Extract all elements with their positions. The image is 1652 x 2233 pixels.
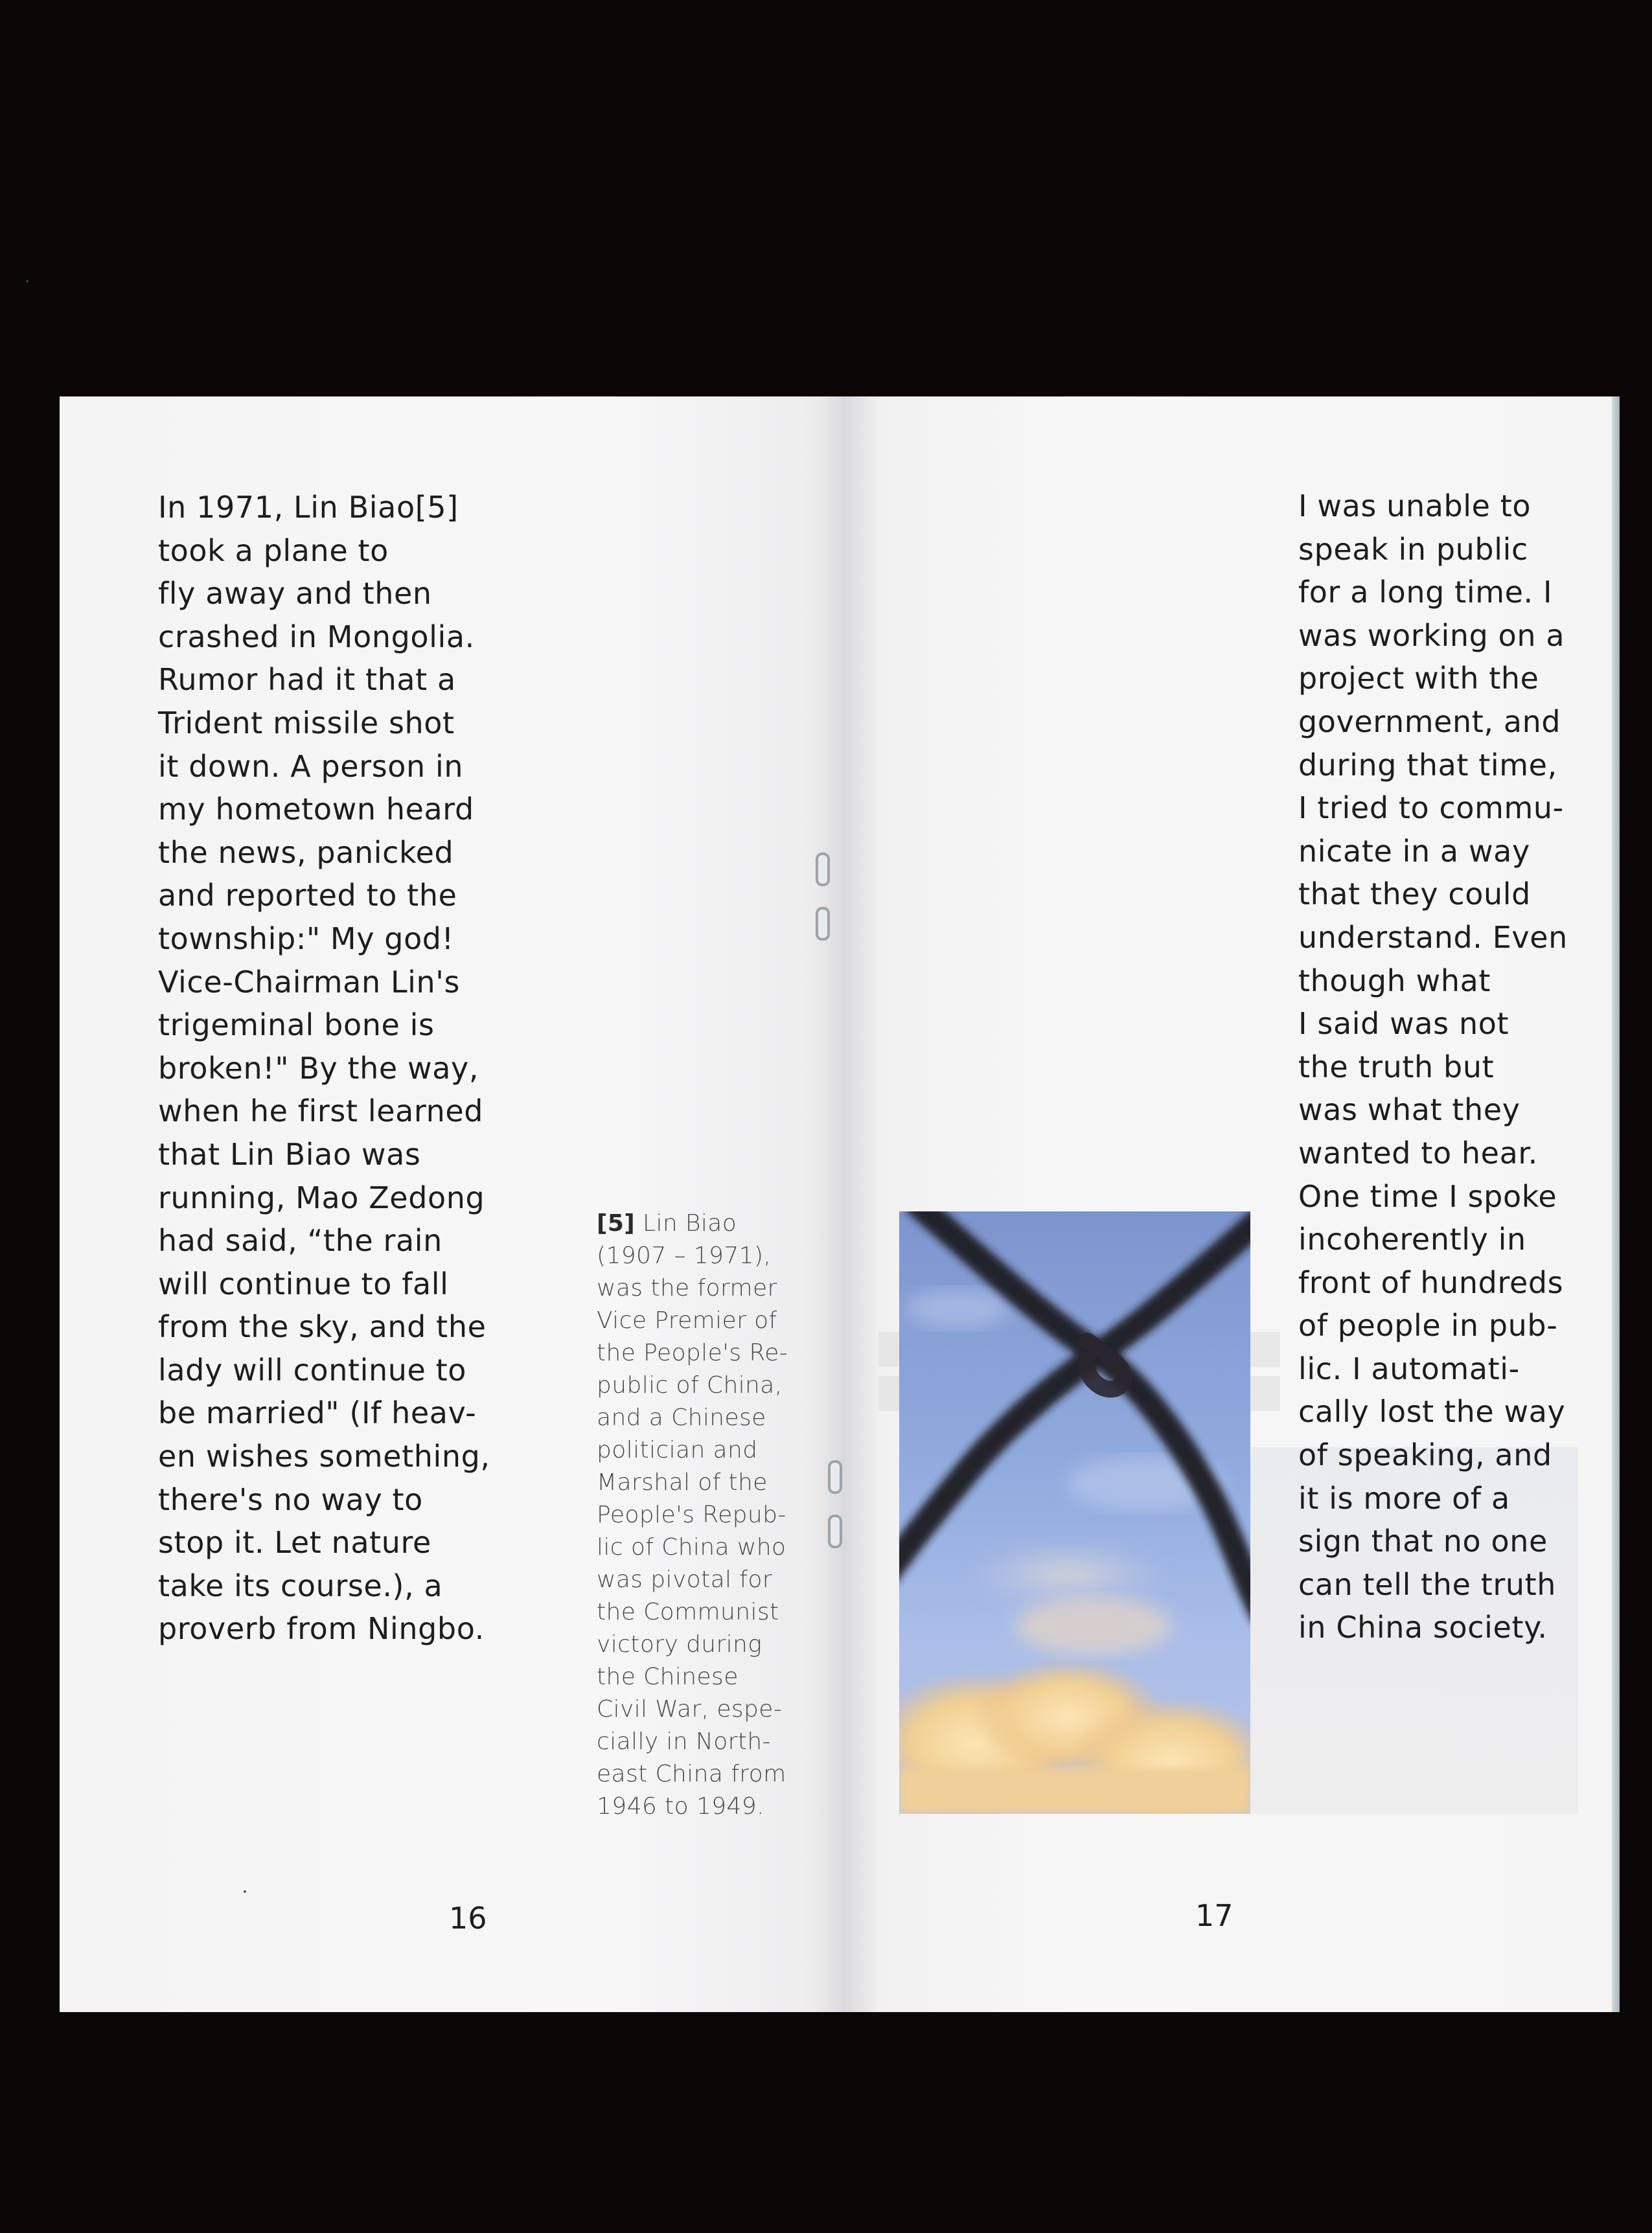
footnote-line: Lin Biao [643, 1210, 737, 1237]
text-line: and a Chinese [597, 1404, 766, 1431]
text-line: speak in public [1298, 531, 1528, 567]
staple [828, 1460, 842, 1494]
text-line: fly away and then [158, 576, 432, 612]
footnote [597, 1208, 788, 1823]
page-number-left: 16 [449, 1901, 487, 1936]
text-line: stop it. Let nature [158, 1525, 431, 1561]
text-line: was the former [597, 1275, 777, 1301]
text-line: cially in North- [597, 1728, 771, 1755]
text-line: In 1971, Lin Biao[5] [158, 490, 459, 525]
text-line: public of China, [597, 1372, 783, 1399]
text-line: One time I spoke [1298, 1178, 1557, 1214]
text-line: broken!" By the way, [158, 1050, 479, 1086]
text-line: project with the [1298, 661, 1539, 696]
text-line: Trident missile shot [158, 705, 455, 740]
text-line: I said was not [1298, 1006, 1509, 1042]
text-line: the People's Re- [597, 1340, 788, 1366]
text-line: Civil War, espe- [597, 1696, 783, 1723]
text-line: Marshal of the [597, 1469, 768, 1496]
text-line: politician and [597, 1437, 758, 1463]
footnote-marker: [5] [597, 1210, 636, 1237]
text-line: en wishes something, [158, 1439, 490, 1474]
text-line: of people in pub- [1298, 1308, 1558, 1344]
text-line: that they could [1298, 876, 1531, 912]
text-line: the truth but [1298, 1049, 1495, 1084]
text-line: the Communist [597, 1599, 779, 1625]
booklet-spread [60, 396, 1612, 2012]
dust-speck [26, 280, 29, 282]
text-line: be married" (If heav- [158, 1395, 477, 1431]
text-line: it is more of a [1298, 1480, 1510, 1516]
text-line: government, and [1298, 704, 1561, 739]
staple [816, 907, 830, 941]
text-line: for a long time. I [1298, 575, 1553, 610]
text-line: and reported to the [158, 878, 457, 913]
text-line: understand. Even [1298, 919, 1568, 955]
text-line: trigeminal bone is [158, 1007, 435, 1043]
text-line: had said, “the rain [158, 1223, 442, 1259]
text-line: township:" My god! [158, 921, 454, 956]
text-line: can tell the truth [1298, 1566, 1556, 1602]
text-line: that Lin Biao was [158, 1136, 421, 1172]
text-line: from the sky, and the [158, 1309, 487, 1345]
text-line: was pivotal for [597, 1566, 773, 1593]
text-line: front of hundreds [1298, 1265, 1564, 1300]
text-line: 1946 to 1949. [597, 1793, 764, 1820]
text-line: wanted to hear. [1298, 1135, 1538, 1171]
text-line: take its course.), a [158, 1568, 443, 1603]
text-line: I tried to commu- [1298, 790, 1564, 826]
fence-sky-photo [899, 1211, 1250, 1814]
text-line: in China society. [1298, 1610, 1548, 1645]
text-line: lic. I automati- [1298, 1351, 1520, 1386]
text-line: Vice Premier of [597, 1307, 777, 1334]
text-line: cally lost the way [1298, 1394, 1566, 1430]
text-line: it down. A person in [158, 748, 464, 784]
text-line: of speaking, and [1298, 1437, 1552, 1473]
text-line: took a plane to [158, 532, 389, 568]
text-line: proverb from Ningbo. [158, 1611, 485, 1647]
text-line: sign that no one [1298, 1524, 1548, 1559]
text-line: east China from [597, 1761, 786, 1787]
text-line: lic of China who [597, 1534, 786, 1561]
text-line: was what they [1298, 1092, 1520, 1128]
text-line: there's no way to [158, 1482, 423, 1517]
text-line: victory during [597, 1631, 763, 1658]
text-line: my hometown heard [158, 792, 474, 827]
staple [816, 853, 830, 886]
photo-graphic [899, 1211, 1250, 1814]
text-line: Rumor had it that a [158, 662, 456, 698]
text-line: I was unable to [1298, 488, 1532, 523]
staple [828, 1515, 842, 1548]
left-body-text [158, 486, 490, 1651]
text-line: the news, panicked [158, 834, 454, 870]
text-line: crashed in Mongolia. [158, 619, 475, 654]
text-line: will continue to fall [158, 1266, 449, 1301]
text-line: lady will continue to [158, 1352, 467, 1388]
text-line: incoherently in [1298, 1222, 1526, 1257]
text-line: running, Mao Zedong [158, 1180, 485, 1215]
text-line: during that time, [1298, 747, 1557, 783]
text-line: was working on a [1298, 617, 1565, 653]
text-line: Vice-Chairman Lin's [158, 964, 461, 1000]
text-line: nicate in a way [1298, 833, 1530, 869]
dust-speck [244, 1890, 246, 1893]
text-line: (1907 – 1971), [597, 1242, 772, 1269]
page-number-right: 17 [1195, 1898, 1233, 1933]
text-line: People's Repub- [597, 1502, 786, 1528]
right-body-text [1298, 485, 1652, 1649]
text-line: the Chinese [597, 1664, 739, 1690]
text-line: though what [1298, 963, 1491, 998]
text-line: when he first learned [158, 1094, 484, 1129]
